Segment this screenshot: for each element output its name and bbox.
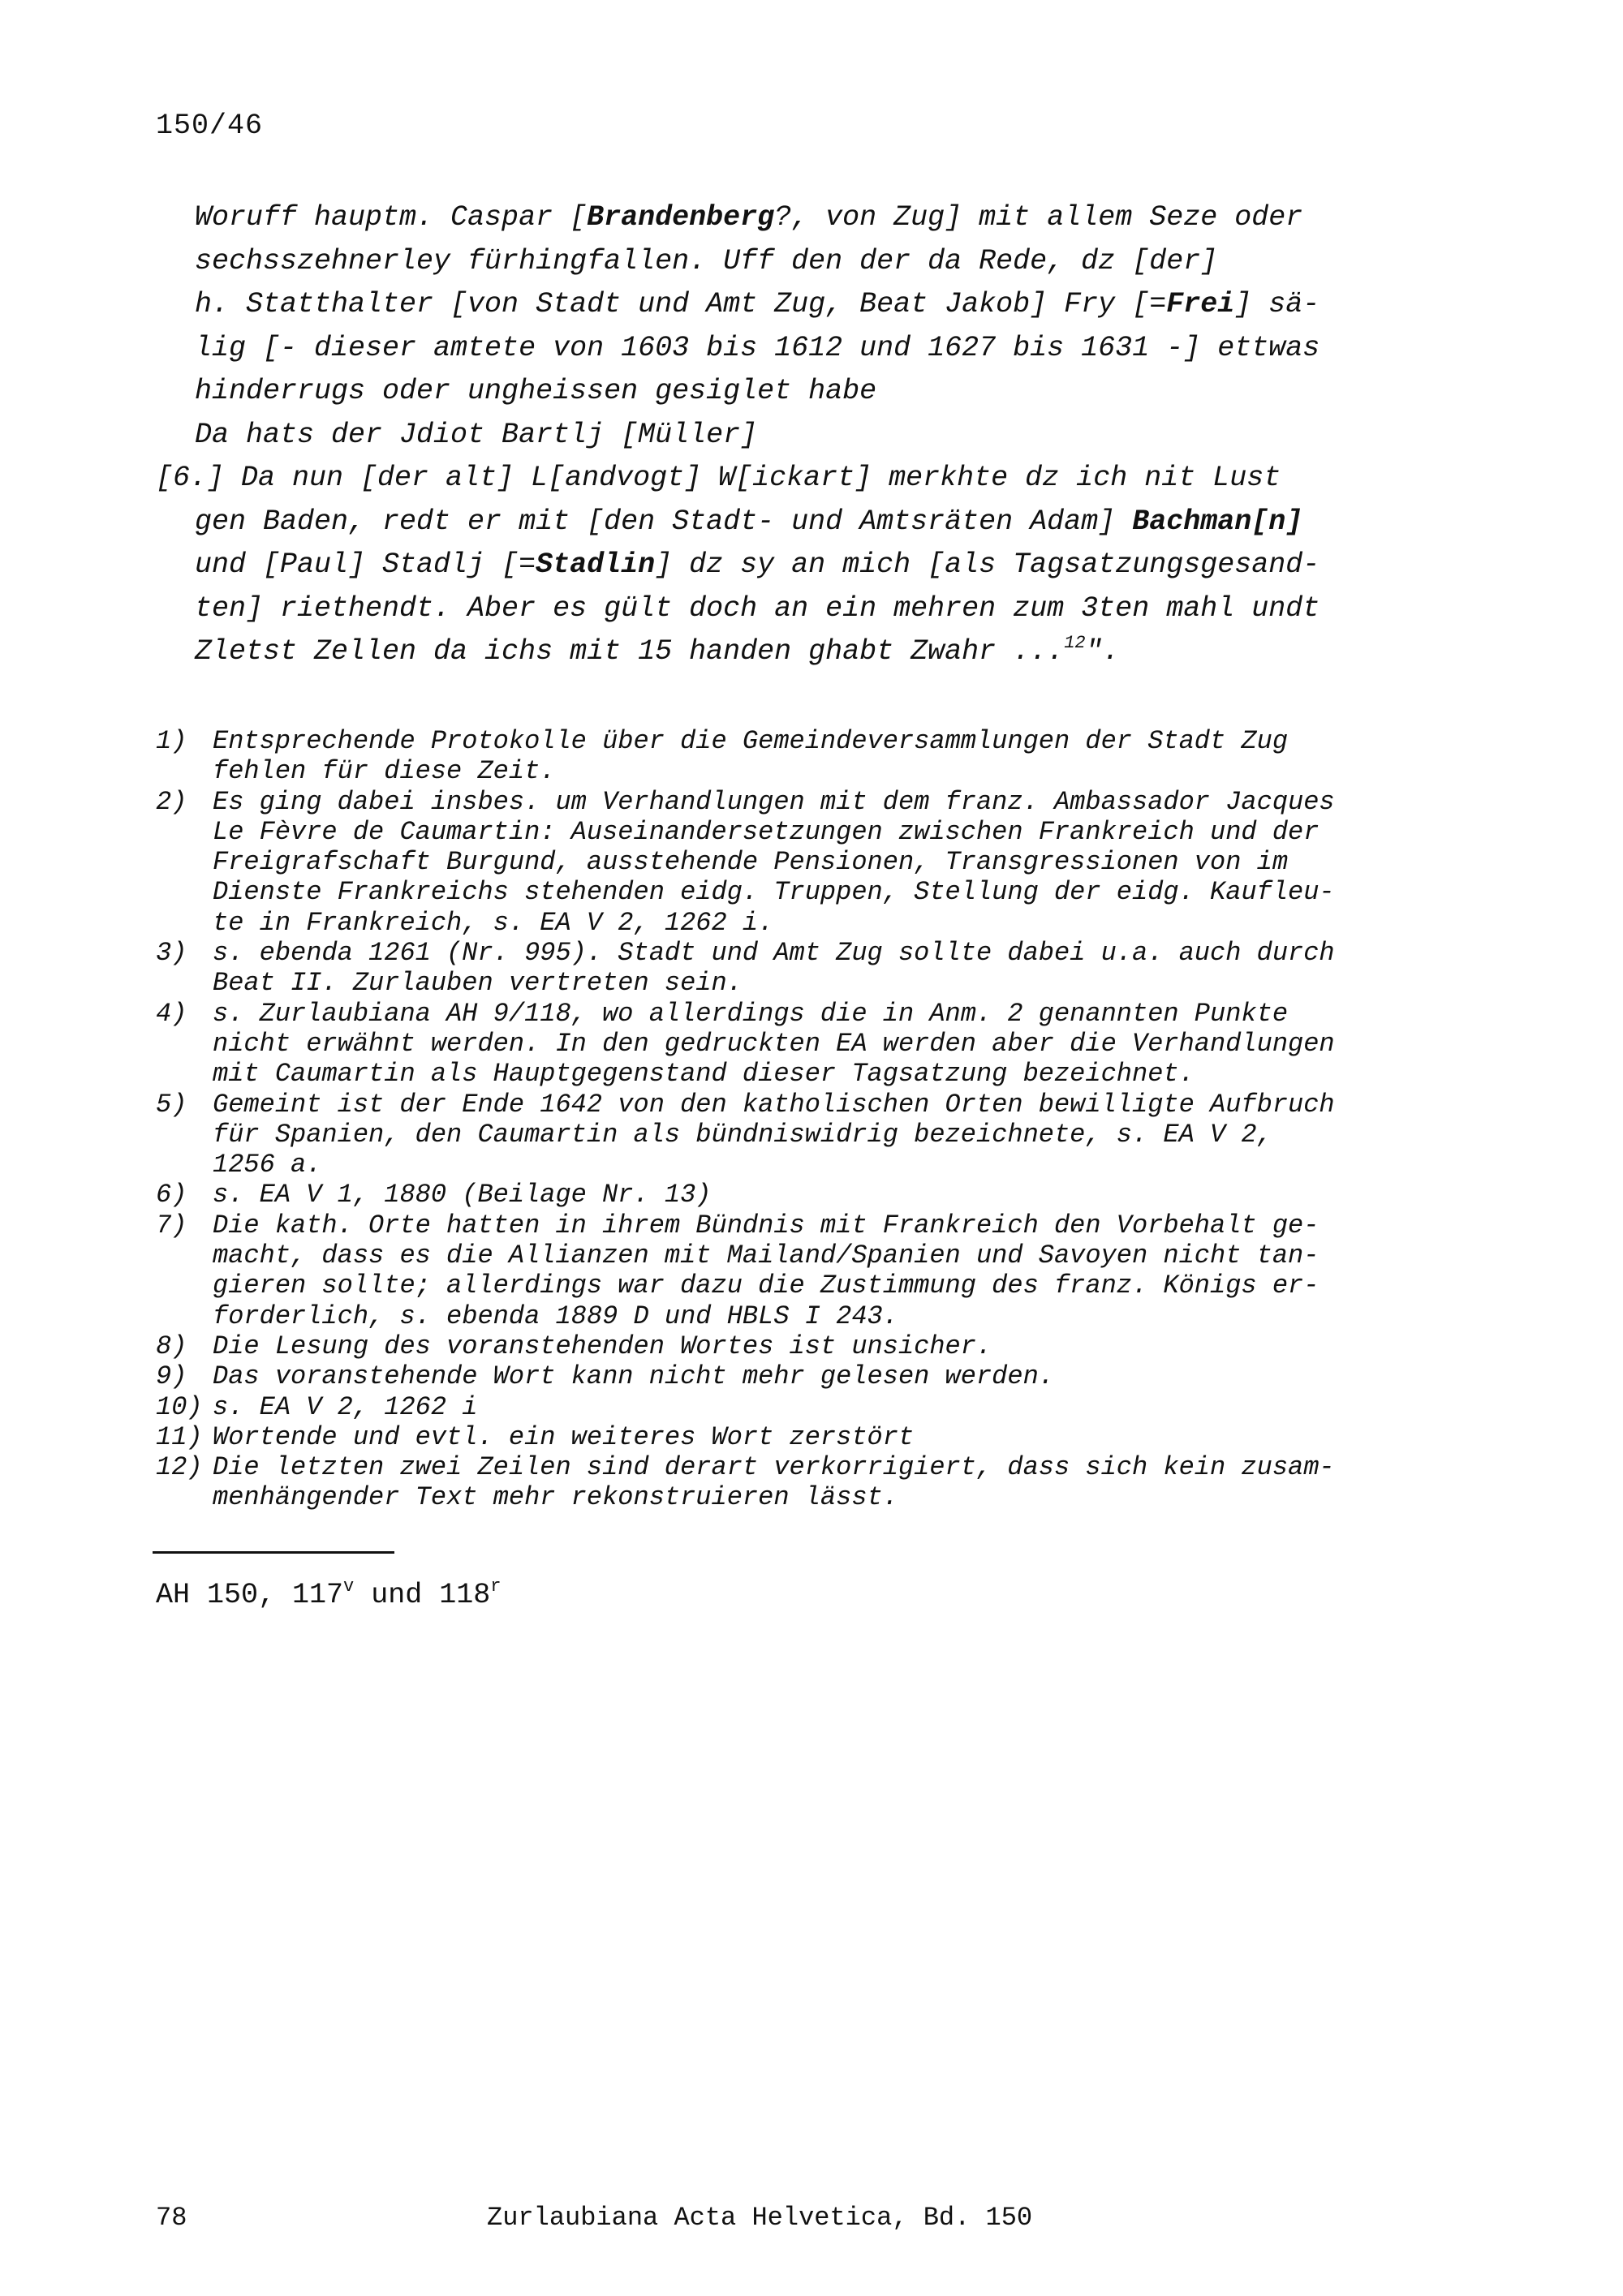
- footnote-line: [156, 1059, 1454, 1089]
- footnote-text: te in Frankreich, s. EA V 2, 1262 i.: [213, 907, 774, 938]
- footnote-number: 10): [156, 1391, 203, 1422]
- text-segment: lig [- dieser amtete von 1603 bis 1612 und 1627 bis 1631 -] ettwas: [195, 331, 1320, 364]
- footnote-text: mit Caumartin als Hauptgegenstand dieser Tagsatzung bezeichnet.: [213, 1059, 1195, 1090]
- text-segment: hinderrugs oder ungheissen gesiglet habe: [195, 375, 877, 407]
- footnote-text: 1256 a.: [213, 1150, 322, 1180]
- footnote-text: Beat II. Zurlauben vertreten sein.: [213, 968, 743, 999]
- footnote-text: Freigrafschaft Burgund, ausstehende Pensionen, Transgressionen von im: [213, 847, 1289, 878]
- bold-name: Bachman[n]: [1132, 505, 1303, 538]
- footnote-text: nicht erwähnt werden. In den gedruckten EA werden aber die Verhandlungen: [213, 1028, 1335, 1059]
- text-segment: [6.] Da nun [der alt] L[andvogt] W[ickart] merkhte dz ich nit Lust: [156, 462, 1281, 494]
- footnote-line: [156, 1422, 1454, 1452]
- footnote-line: [156, 1271, 1454, 1301]
- footnote-text: s. ebenda 1261 (Nr. 995). Stadt und Amt Zug sollte dabei u.a. auch durch: [213, 938, 1335, 969]
- footnote-line: [156, 1392, 1454, 1422]
- transcription-body: [156, 196, 1422, 674]
- footnote-line: [156, 1482, 1454, 1512]
- footnote-number: 8): [156, 1331, 187, 1361]
- body-line: [156, 327, 1422, 371]
- footnote-line: [156, 1180, 1454, 1210]
- footnote-text: forderlich, s. ebenda 1889 D und HBLS I 243.: [213, 1301, 898, 1331]
- footnote-ref: 12: [1064, 633, 1086, 653]
- footnote-number: 1): [156, 726, 187, 756]
- footnote-line: [156, 1331, 1454, 1361]
- body-line: [156, 414, 1422, 458]
- body-line: [156, 370, 1422, 414]
- page-number: 78: [156, 2203, 187, 2233]
- footnote-line: [156, 1150, 1454, 1180]
- text-segment: ten] riethendt. Aber es gült doch an ein mehren zum 3ten mahl undt: [195, 591, 1320, 625]
- footnote-number: 11): [156, 1421, 203, 1452]
- footnote-text: Gemeint ist der Ende 1642 von den katholischen Orten bewilligte Aufbruch: [213, 1089, 1335, 1120]
- text-segment: gen Baden, redt er mit [den Stadt- und Amtsräten Adam]: [195, 505, 1133, 538]
- footnote-text: Entsprechende Protokolle über die Gemeindeversammlungen der Stadt Zug: [213, 726, 1289, 756]
- footnote-text: s. EA V 1, 1880 (Beilage Nr. 13): [213, 1180, 712, 1210]
- page-reference: 150/46: [156, 110, 264, 142]
- source-reference: [156, 1576, 502, 1611]
- footnote-line: [156, 756, 1454, 786]
- footnote-text: s. EA V 2, 1262 i: [213, 1391, 478, 1422]
- footnote-text: Die Lesung des voranstehenden Wortes ist unsicher.: [213, 1331, 992, 1361]
- bold-name: Frei: [1166, 288, 1235, 320]
- source-divider: [153, 1551, 394, 1554]
- footnote-line: [156, 1240, 1454, 1271]
- source-prefix: AH 150, 117: [156, 1579, 344, 1611]
- text-segment: sechsszehnerley fürhingfallen. Uff den der da Rede, dz [der]: [195, 244, 1218, 277]
- footnote-line: [156, 1090, 1454, 1120]
- footnotes: [156, 726, 1454, 1513]
- footnote-number: 4): [156, 998, 187, 1029]
- text-segment: Zletst Zellen da ichs mit 15 handen ghabt Zwahr ...: [195, 635, 1065, 668]
- footnote-text: macht, dass es die Allianzen mit Mailand/Spanien und Savoyen nicht tan-: [213, 1240, 1319, 1271]
- footnote-text: Wortende und evtl. ein weiteres Wort zerstört: [213, 1421, 915, 1452]
- footnote-text: Dienste Frankreichs stehenden eidg. Truppen, Stellung der eidg. Kaufleu-: [213, 877, 1335, 908]
- footnote-line: [156, 1452, 1454, 1482]
- footnote-line: [156, 787, 1454, 817]
- footnote-number: 2): [156, 786, 187, 817]
- body-line: [156, 587, 1422, 631]
- footnote-text: Es ging dabei insbes. um Verhandlungen mit dem franz. Ambassador Jacques: [213, 786, 1335, 817]
- footnote-line: [156, 908, 1454, 938]
- body-line: [156, 501, 1422, 544]
- source-sup-recto: r: [490, 1576, 502, 1597]
- text-segment: Da hats der Jdiot Bartlj [Müller]: [195, 418, 758, 451]
- footnote-number: 7): [156, 1210, 187, 1240]
- footnote-line: [156, 877, 1454, 907]
- footnote-number: 6): [156, 1180, 187, 1210]
- publication-title: Zurlaubiana Acta Helvetica, Bd. 150: [487, 2203, 1033, 2233]
- footnote-line: [156, 1120, 1454, 1150]
- footnote-line: [156, 999, 1454, 1029]
- source-sup-verso: v: [343, 1576, 355, 1597]
- footnote-line: [156, 1210, 1454, 1240]
- bold-name: Brandenberg: [587, 201, 775, 234]
- text-segment: und [Paul] Stadlj [=: [195, 548, 536, 581]
- footnote-text: Das voranstehende Wort kann nicht mehr gelesen werden.: [213, 1361, 1054, 1392]
- body-line: [156, 196, 1422, 240]
- footnote-line: [156, 817, 1454, 847]
- footnote-line: [156, 938, 1454, 968]
- body-line: [156, 544, 1422, 587]
- footnote-text: fehlen für diese Zeit.: [213, 756, 556, 787]
- text-segment: ] sä-: [1234, 288, 1320, 320]
- text-segment: ".: [1085, 635, 1120, 668]
- footnote-line: [156, 968, 1454, 998]
- footnote-text: Die letzten zwei Zeilen sind derart verkorrigiert, dass sich kein zusam-: [213, 1452, 1335, 1483]
- footnote-number: 5): [156, 1089, 187, 1120]
- footnote-text: für Spanien, den Caumartin als bündniswidrig bezeichnete, s. EA V 2,: [213, 1119, 1272, 1150]
- footnote-text: Die kath. Orte hatten in ihrem Bündnis mit Frankreich den Vorbehalt ge-: [213, 1210, 1319, 1240]
- body-line: [156, 630, 1422, 674]
- footnote-number: 12): [156, 1452, 203, 1483]
- bold-name: Stadlin: [536, 548, 656, 581]
- footnote-text: menhängender Text mehr rekonstruieren lässt.: [213, 1482, 898, 1513]
- footnote-text: Le Fèvre de Caumartin: Auseinandersetzungen zwischen Frankreich und der: [213, 816, 1319, 847]
- body-line: [156, 457, 1422, 501]
- footnote-line: [156, 1029, 1454, 1059]
- footnote-text: gieren sollte; allerdings war dazu die Zustimmung des franz. Königs er-: [213, 1271, 1319, 1301]
- source-middle: und 118: [354, 1579, 491, 1611]
- footnote-line: [156, 847, 1454, 877]
- text-segment: Woruff hauptm. Caspar [: [195, 201, 588, 234]
- footnote-line: [156, 1361, 1454, 1391]
- footnote-text: s. Zurlaubiana AH 9/118, wo allerdings die in Anm. 2 genannten Punkte: [213, 998, 1289, 1029]
- text-segment: ?, von Zug] mit allem Seze oder: [774, 201, 1303, 234]
- footnote-number: 9): [156, 1361, 187, 1392]
- text-segment: ] dz sy an mich [als Tagsatzungsgesand-: [655, 548, 1320, 581]
- footnote-line: [156, 726, 1454, 756]
- body-line: [156, 283, 1422, 327]
- footnote-line: [156, 1301, 1454, 1331]
- footnote-number: 3): [156, 938, 187, 969]
- body-line: [156, 240, 1422, 284]
- text-segment: h. Statthalter [von Stadt und Amt Zug, Beat Jakob] Fry [=: [195, 288, 1167, 320]
